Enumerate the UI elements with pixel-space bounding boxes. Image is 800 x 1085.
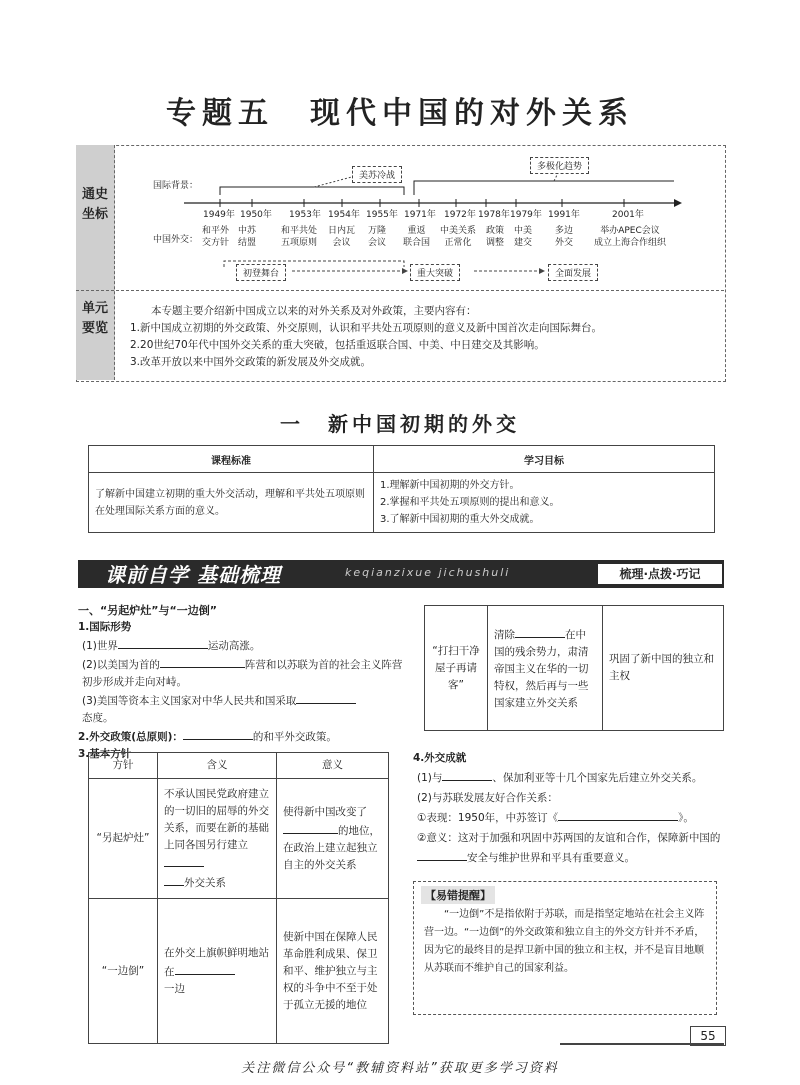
era-multipolar: 多极化趋势	[530, 157, 589, 174]
year-label: 1971年	[404, 210, 436, 220]
event-label: 和平共处 五项原则	[281, 226, 318, 248]
year-label: 1991年	[548, 210, 580, 220]
event-label: 政策 调整	[486, 226, 505, 248]
list-item: (1)世界 运动高涨。	[78, 636, 403, 655]
event-label: 中美关系 正常化	[440, 226, 477, 248]
timeline-arrowhead	[674, 199, 682, 207]
summary-item: 2.20世纪70年代中国外交关系的重大突破，包括重返联合国、中美、中日建交及其影响。	[130, 339, 545, 351]
tip-text: “一边倒”不是指依附于苏联，而是指坚定地站在社会主义阵营一边。“一边倒”的外交政策和独立自主的外交方针并不矛盾，因为它的最终目的是捍卫新中国的独立和主权，并不是盲目地顺从苏联而不维护自己的国家利益。	[424, 909, 705, 974]
year-label: 1955年	[366, 210, 398, 220]
stage-box: 全面发展	[548, 264, 598, 281]
cold-war-bracket	[220, 187, 404, 195]
year-label: 1979年	[510, 210, 542, 220]
footer-note: 关注微信公众号“教辅资料站”获取更多学习资料	[241, 1061, 559, 1076]
unit-summary	[130, 303, 710, 371]
policy-name: “另起炉灶”	[89, 779, 158, 899]
event-label: 中美 建交	[514, 226, 533, 248]
standards-table	[88, 445, 715, 533]
summary-item: 3.改革开放以来中国外交政策的新发展及外交成就。	[130, 356, 372, 368]
row-label-diplomacy: 中国外交：	[153, 235, 199, 245]
policy-meaning: 不承认国民党政府建立的一切旧的屈辱的外交关系，而要在新的基础上同各国另行建立 外交关系	[158, 779, 277, 899]
year-label: 1953年	[289, 210, 321, 220]
goals-cell	[374, 473, 715, 533]
side-label-bottom: 单元要览	[81, 301, 108, 336]
event-label: 中苏 结盟	[238, 226, 257, 248]
multipolar-bracket	[414, 181, 674, 195]
event-label: 多边 外交	[555, 226, 574, 248]
row-label-background: 国际背景：	[153, 181, 199, 191]
banner-title: 课前自学 基础梳理	[105, 563, 281, 587]
subheading: 1.国际形势	[78, 621, 132, 633]
year-label: 1978年	[478, 210, 510, 220]
list-item: (2)与苏联发展友好合作关系：	[417, 792, 558, 804]
table-header: 方针	[89, 753, 158, 779]
section-title: 一 新中国初期的外交	[280, 412, 520, 436]
goal-item: 1.理解新中国初期的外交方针。	[380, 480, 520, 491]
policy-significance: 巩固了新中国的独立和主权	[603, 606, 724, 731]
banner-pinyin: keqianzixue jichushuli	[345, 566, 511, 579]
year-label: 1972年	[444, 210, 476, 220]
policy-name: “打扫干净屋子再请客”	[425, 606, 488, 731]
list-item: (1)与 、保加利亚等十几个国家先后建立外交关系。	[413, 768, 723, 788]
year-label: 1949年	[203, 210, 235, 220]
event-label: 举办APEC会议 成立上海合作组织	[594, 226, 667, 248]
event-label: 日内瓦 会议	[328, 226, 356, 248]
table-header: 课程标准	[89, 446, 374, 473]
banner-tagline: 梳理·点拨·巧记	[598, 564, 722, 584]
policy-meaning: 清除 在中国的残余势力，肃清帝国主义在华的一切特权，然后再与一些国家建立外交关系	[488, 606, 603, 731]
list-item: (2)以美国为首的 阵营和以苏联为首的社会主义阵营初步形成并走向对峙。	[78, 655, 403, 691]
side-label-top: 通史坐标	[81, 187, 108, 222]
goal-item: 2.掌握和平共处五项原则的提出和意义。	[380, 497, 560, 508]
stage-box: 重大突破	[410, 264, 460, 281]
standard-text: 了解新中国建立初期的重大外交活动，理解和平共处五项原则在处理国际关系方面的意义。	[89, 473, 374, 533]
policy-table-continued	[424, 605, 724, 731]
page-number: 55	[690, 1026, 726, 1046]
list-item: 2.外交政策(总原则)： 的和平外交政策。	[78, 727, 403, 746]
right-column	[413, 748, 723, 868]
summary-intro: 本专题主要介绍新中国成立以来的对外关系及对外政策，主要内容有：	[151, 305, 477, 317]
event-label: 和平外 交方针	[202, 226, 230, 248]
year-label: 2001年	[612, 210, 644, 220]
summary-item: 1.新中国成立初期的外交政策、外交原则，认识和平共处五项原则的意义及新中国首次走向国际舞台。	[130, 322, 603, 334]
subheading: 3.基本方针	[78, 748, 132, 760]
tip-heading: 【易错提醒】	[421, 886, 495, 904]
left-column	[78, 602, 403, 763]
list-item: ①表现：1950年，中苏签订《 》。	[413, 808, 723, 828]
table-header: 学习目标	[374, 446, 715, 473]
subheading: 4.外交成就	[413, 752, 467, 764]
event-label: 万隆 会议	[368, 226, 387, 248]
timeline-divider	[76, 290, 724, 291]
year-label: 1954年	[328, 210, 360, 220]
year-label: 1950年	[240, 210, 272, 220]
table-header: 意义	[277, 753, 389, 779]
section-heading: 一、“另起炉灶”与“一边倒”	[78, 604, 217, 617]
policy-meaning: 在外交上旗帜鲜明地站在 一边	[158, 899, 277, 1044]
policy-name: “一边倒”	[89, 899, 158, 1044]
era-cold-war: 美苏冷战	[352, 166, 402, 183]
table-header: 含义	[158, 753, 277, 779]
event-label: 重返 联合国	[403, 226, 431, 248]
goal-item: 3.了解新中国初期的重大外交成就。	[380, 514, 540, 525]
policy-table	[88, 752, 389, 1044]
list-item: ②意义：这对于加强和巩固中苏两国的友谊和合作，保障新中国的安全与维护世界和平具有重要意义。	[417, 832, 721, 864]
policy-significance: 使得新中国改变了 的地位，在政治上建立起独立自主的外交关系	[277, 779, 389, 899]
stage-box: 初登舞台	[236, 264, 286, 281]
policy-significance: 使新中国在保障人民革命胜利成果、保卫和平、维护独立与主权的斗争中不至于处于孤立无援的地位	[277, 899, 389, 1044]
page-title: 专题五 现代中国的对外关系	[166, 96, 634, 131]
timeline-side-bar	[76, 145, 115, 380]
list-item: (3)美国等资本主义国家对中华人民共和国采取 态度。	[78, 691, 403, 727]
